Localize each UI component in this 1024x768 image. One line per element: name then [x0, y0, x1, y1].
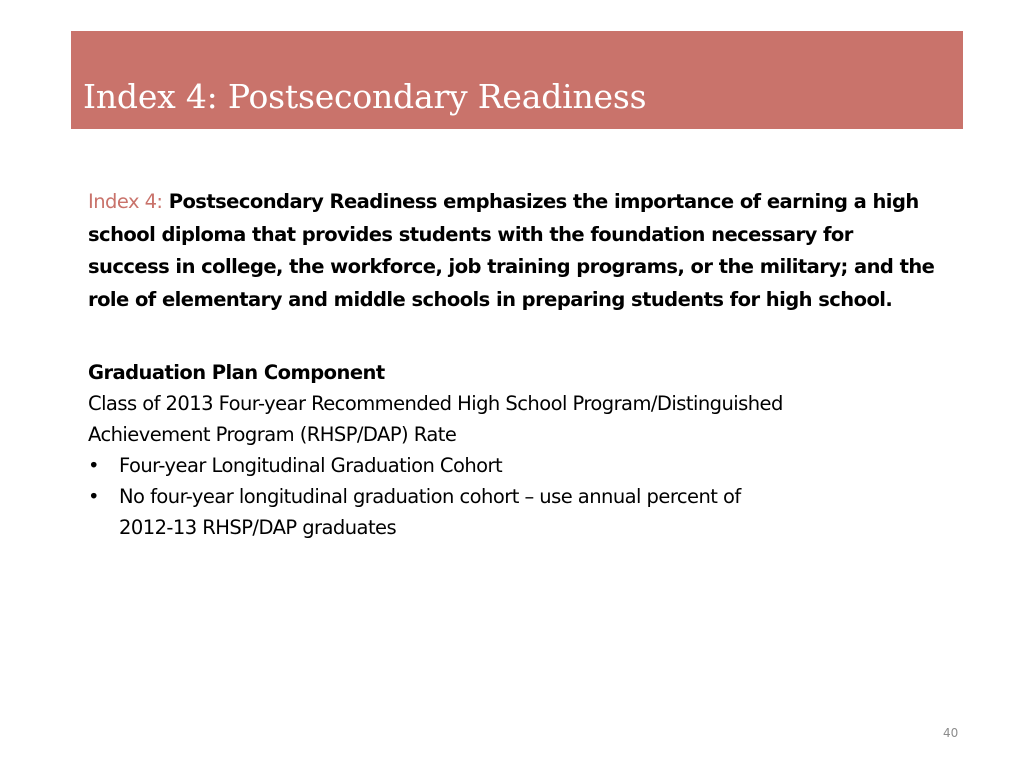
bullet-text-continued: 2012-13 RHSP/DAP graduates [119, 516, 397, 539]
intro-line-2: school diploma that provides students with the foundation necessary for [88, 222, 853, 246]
intro-line-4: role of elementary and middle schools in preparing students for high school. [88, 287, 893, 311]
intro-paragraph [88, 186, 988, 316]
bullet-icon: • [88, 454, 99, 477]
bullet-item-cohort [88, 450, 968, 481]
graduation-plan-section [88, 357, 968, 543]
description-line-2: Achievement Program (RHSP/DAP) Rate [88, 423, 457, 446]
bullet-text: Four-year Longitudinal Graduation Cohort [119, 454, 503, 477]
title-banner [71, 31, 963, 129]
intro-lead: Index 4: [88, 190, 163, 213]
intro-line-3: success in college, the workforce, job training programs, or the military; and the [88, 255, 935, 278]
intro-line-1 [88, 186, 988, 219]
description-line-1: Class of 2013 Four-year Recommended High School Program/Distinguished [88, 392, 783, 415]
bullet-item-no-cohort [88, 481, 968, 543]
section-heading: Graduation Plan Component [88, 361, 385, 384]
slide-title: Index 4: Postsecondary Readiness [83, 77, 647, 116]
page-number: 40 [943, 726, 959, 740]
intro-text-1: Postsecondary Readiness emphasizes the importance of earning a high [162, 190, 919, 213]
bullet-text: No four-year longitudinal graduation cohort – use annual percent of [119, 485, 741, 508]
bullet-icon: • [88, 485, 99, 508]
